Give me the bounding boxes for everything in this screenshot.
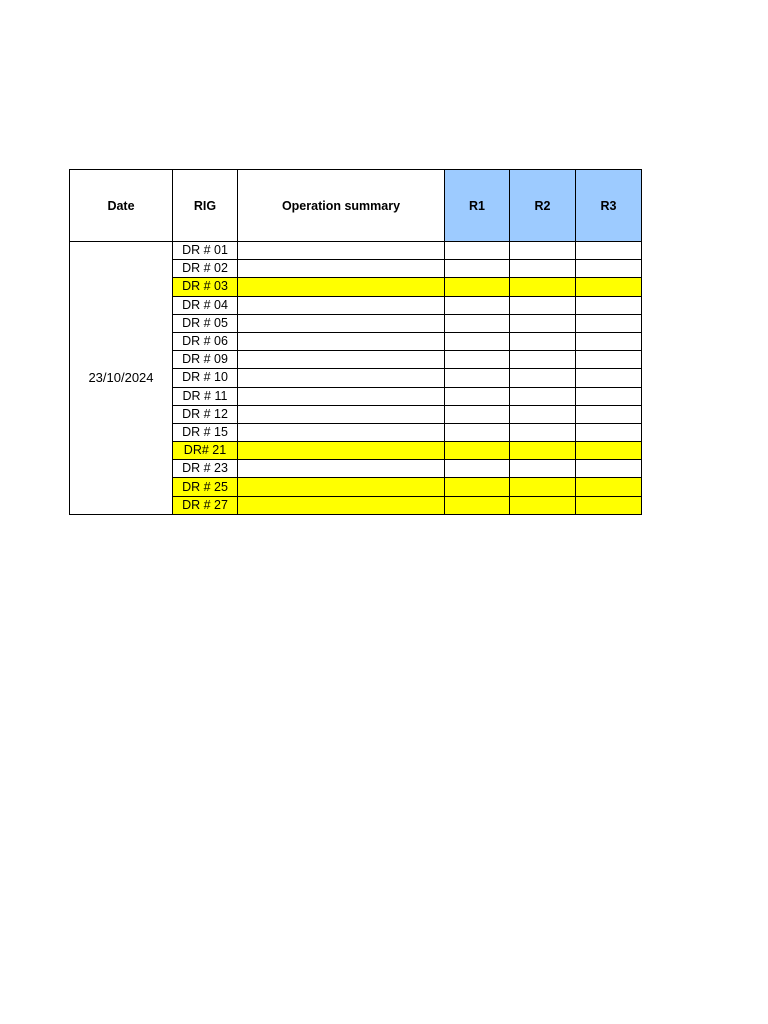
header-date: Date [70, 170, 173, 242]
rig-cell[interactable]: DR # 05 [173, 314, 238, 332]
r3-cell[interactable] [576, 442, 642, 460]
operation-summary-cell[interactable] [238, 405, 445, 423]
operation-summary-cell[interactable] [238, 242, 445, 260]
rig-cell[interactable]: DR # 02 [173, 260, 238, 278]
rig-cell[interactable]: DR # 23 [173, 460, 238, 478]
r1-cell[interactable] [445, 423, 510, 441]
operation-summary-cell[interactable] [238, 351, 445, 369]
operation-summary-cell[interactable] [238, 460, 445, 478]
header-rig: RIG [173, 170, 238, 242]
r1-cell[interactable] [445, 296, 510, 314]
rig-cell[interactable]: DR # 15 [173, 423, 238, 441]
table-body [70, 242, 642, 515]
rig-cell[interactable]: DR # 09 [173, 351, 238, 369]
rig-cell[interactable]: DR # 10 [173, 369, 238, 387]
rig-cell[interactable]: DR# 21 [173, 442, 238, 460]
r3-cell[interactable] [576, 242, 642, 260]
r2-cell[interactable] [510, 478, 576, 496]
r2-cell[interactable] [510, 296, 576, 314]
r3-cell[interactable] [576, 405, 642, 423]
r2-cell[interactable] [510, 496, 576, 514]
r1-cell[interactable] [445, 242, 510, 260]
rig-cell[interactable]: DR # 12 [173, 405, 238, 423]
r2-cell[interactable] [510, 369, 576, 387]
rig-cell[interactable]: DR # 04 [173, 296, 238, 314]
rig-cell[interactable]: DR # 25 [173, 478, 238, 496]
header-r2: R2 [510, 170, 576, 242]
r2-cell[interactable] [510, 442, 576, 460]
r2-cell[interactable] [510, 405, 576, 423]
r2-cell[interactable] [510, 260, 576, 278]
r2-cell[interactable] [510, 387, 576, 405]
r3-cell[interactable] [576, 496, 642, 514]
r3-cell[interactable] [576, 351, 642, 369]
r2-cell[interactable] [510, 423, 576, 441]
r1-cell[interactable] [445, 314, 510, 332]
rig-cell[interactable]: DR # 06 [173, 332, 238, 350]
r1-cell[interactable] [445, 260, 510, 278]
header-r1: R1 [445, 170, 510, 242]
r3-cell[interactable] [576, 260, 642, 278]
r2-cell[interactable] [510, 242, 576, 260]
r3-cell[interactable] [576, 423, 642, 441]
r1-cell[interactable] [445, 460, 510, 478]
r3-cell[interactable] [576, 387, 642, 405]
r3-cell[interactable] [576, 278, 642, 296]
r3-cell[interactable] [576, 314, 642, 332]
operation-summary-cell[interactable] [238, 423, 445, 441]
r1-cell[interactable] [445, 332, 510, 350]
r2-cell[interactable] [510, 332, 576, 350]
table-header [70, 170, 642, 242]
operation-summary-cell[interactable] [238, 496, 445, 514]
r3-cell[interactable] [576, 296, 642, 314]
r3-cell[interactable] [576, 332, 642, 350]
table-row [70, 242, 642, 260]
r2-cell[interactable] [510, 314, 576, 332]
operation-summary-cell[interactable] [238, 278, 445, 296]
r1-cell[interactable] [445, 496, 510, 514]
r2-cell[interactable] [510, 278, 576, 296]
header-row [70, 170, 642, 242]
operation-summary-cell[interactable] [238, 387, 445, 405]
rig-cell[interactable]: DR # 03 [173, 278, 238, 296]
r1-cell[interactable] [445, 478, 510, 496]
r1-cell[interactable] [445, 387, 510, 405]
r3-cell[interactable] [576, 478, 642, 496]
operation-summary-cell[interactable] [238, 296, 445, 314]
r3-cell[interactable] [576, 369, 642, 387]
r1-cell[interactable] [445, 351, 510, 369]
operation-summary-cell[interactable] [238, 442, 445, 460]
r2-cell[interactable] [510, 351, 576, 369]
operation-summary-cell[interactable] [238, 369, 445, 387]
r1-cell[interactable] [445, 405, 510, 423]
r1-cell[interactable] [445, 278, 510, 296]
r3-cell[interactable] [576, 460, 642, 478]
rig-cell[interactable]: DR # 11 [173, 387, 238, 405]
r1-cell[interactable] [445, 369, 510, 387]
operations-table [69, 169, 642, 515]
date-cell[interactable]: 23/10/2024 [70, 242, 173, 515]
rig-cell[interactable]: DR # 27 [173, 496, 238, 514]
operation-summary-cell[interactable] [238, 260, 445, 278]
operation-summary-cell[interactable] [238, 478, 445, 496]
operation-summary-cell[interactable] [238, 314, 445, 332]
header-r3: R3 [576, 170, 642, 242]
r1-cell[interactable] [445, 442, 510, 460]
header-operation-summary: Operation summary [238, 170, 445, 242]
operation-summary-cell[interactable] [238, 332, 445, 350]
rig-cell[interactable]: DR # 01 [173, 242, 238, 260]
r2-cell[interactable] [510, 460, 576, 478]
